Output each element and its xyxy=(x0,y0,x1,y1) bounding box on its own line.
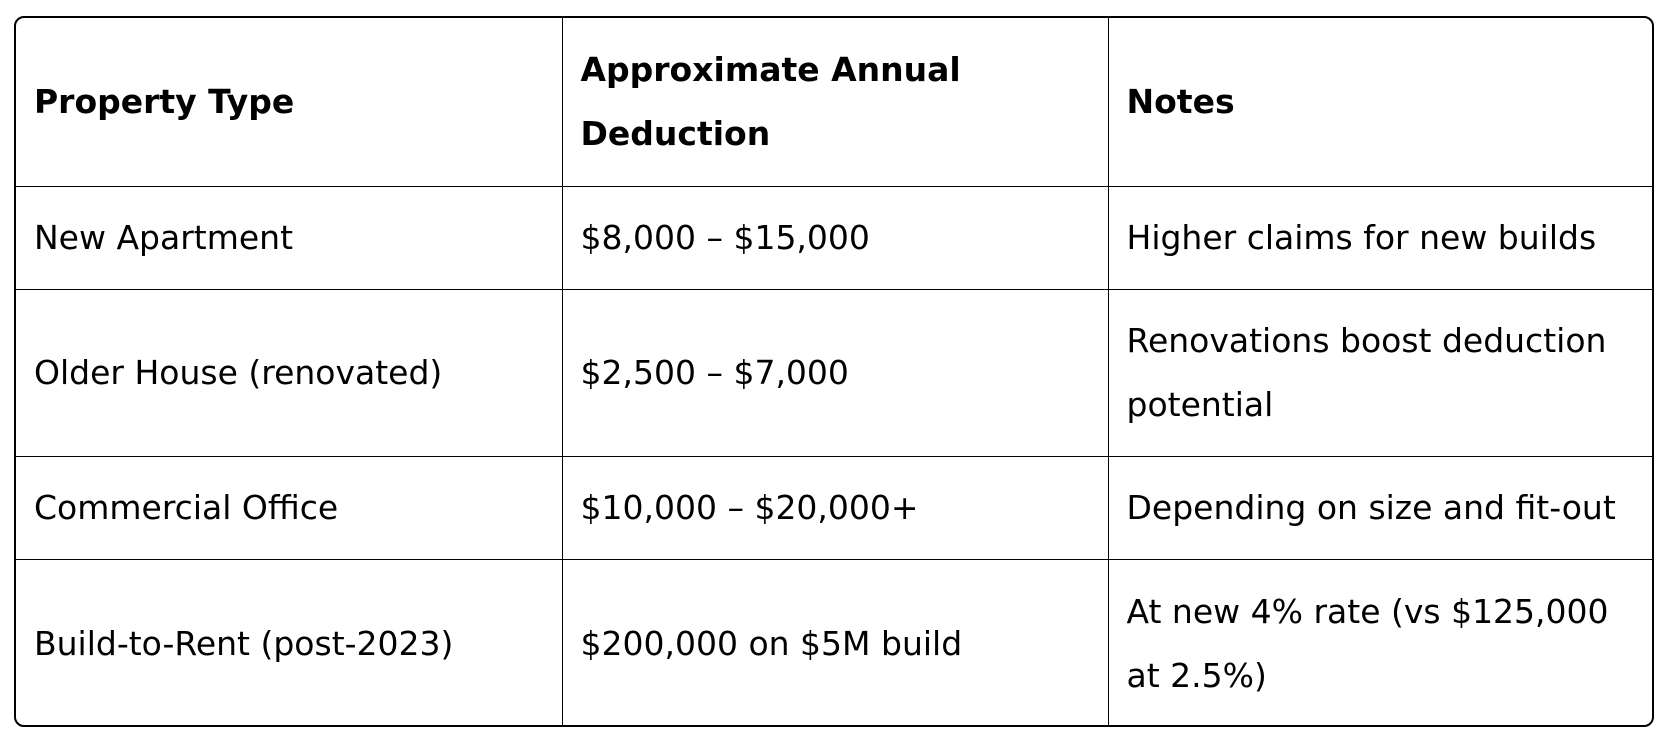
cell-property-type: Commercial Office xyxy=(16,456,562,559)
cell-annual-deduction: $10,000 – $20,000+ xyxy=(562,456,1108,559)
table-row xyxy=(16,186,1652,289)
cell-property-type: Build-to-Rent (post-2023) xyxy=(16,559,562,727)
cell-notes: At new 4% rate (vs $125,000 at 2.5%) xyxy=(1108,559,1652,727)
cell-annual-deduction: $200,000 on $5M build xyxy=(562,559,1108,727)
cell-property-type: Older House (renovated) xyxy=(16,289,562,456)
cell-notes: Higher claims for new builds xyxy=(1108,186,1652,289)
cell-notes: Renovations boost deduction potential xyxy=(1108,289,1652,456)
column-header-property-type: Property Type xyxy=(16,18,562,186)
table-row xyxy=(16,559,1652,727)
cell-property-type: New Apartment xyxy=(16,186,562,289)
deduction-table-container xyxy=(14,16,1654,727)
cell-annual-deduction: $2,500 – $7,000 xyxy=(562,289,1108,456)
column-header-notes: Notes xyxy=(1108,18,1652,186)
cell-annual-deduction: $8,000 – $15,000 xyxy=(562,186,1108,289)
table-header-row xyxy=(16,18,1652,186)
table-row xyxy=(16,289,1652,456)
column-header-annual-deduction: Approximate Annual Deduction xyxy=(562,18,1108,186)
cell-notes: Depending on size and fit-out xyxy=(1108,456,1652,559)
deduction-table xyxy=(16,18,1652,727)
table-row xyxy=(16,456,1652,559)
